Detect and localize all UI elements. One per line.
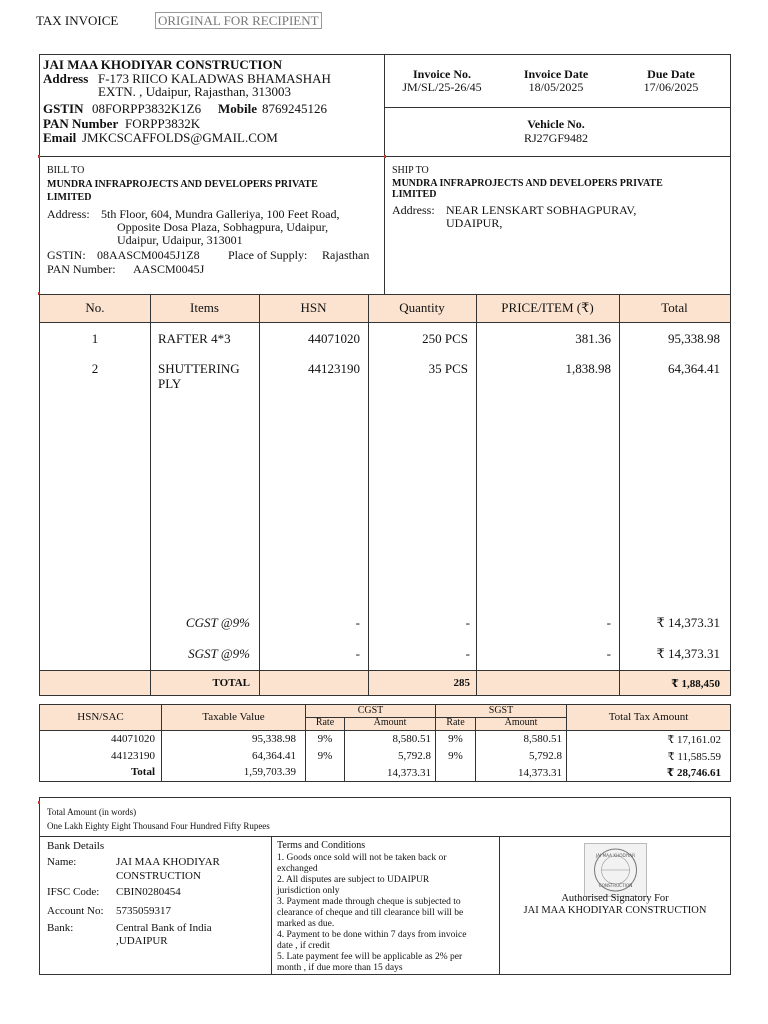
tax-row-cgst-amount: 8,580.51 [392,733,431,745]
terms-line: 4. Payment to be done within 7 days from invoice [277,930,467,940]
vehicle-label: Vehicle No. [527,117,585,131]
col-price: PRICE/ITEM (₹) [501,300,594,315]
seller-gstin-label: GSTIN [43,101,84,116]
ship-to-address-line2: UDAIPUR, [446,216,503,230]
item-name-cont: PLY [158,376,182,391]
col-hsn: HSN [300,300,327,315]
terms-line: exchanged [277,864,318,874]
vehicle-no: RJ27GF9482 [523,131,588,145]
seller-name: JAI MAA KHODIYAR CONSTRUCTION [43,57,282,72]
bill-to-address-label: Address: [47,207,90,221]
document-title: TAX INVOICE [36,13,119,28]
terms-line: month , if due more than 15 days [277,963,403,973]
terms-title: Terms and Conditions [277,840,366,851]
item-name: SHUTTERING [158,361,240,376]
tax-row-cgst-amount: 5,792.8 [398,750,431,762]
seller-address-line1: F-173 RIICO KALADWAS BHAMASHAH [98,71,331,86]
bank-ifsc-label: IFSC Code: [47,886,100,898]
ship-to-name-line2: LIMITED [392,189,437,200]
terms-line: jurisdiction only [277,886,340,896]
bill-to-name-line2: LIMITED [47,192,92,203]
invoice-date: 18/05/2025 [528,80,584,94]
tax-col-hsn: HSN/SAC [77,711,124,723]
copy-badge: ORIGINAL FOR RECIPIENT [155,12,322,29]
item-price: 1,838.98 [565,361,611,376]
bill-to-name-line1: MUNDRA INFRAPROJECTS AND DEVELOPERS PRIVATE [47,179,318,190]
tax-row-hsn: 44071020 [111,733,155,745]
item-qty: 35 PCS [428,361,468,376]
item-qty: 250 PCS [422,331,468,346]
terms-line: 5. Late payment fee will be applicable as 2% per [277,952,463,962]
bank-account-label: Account No: [47,905,104,917]
seal-icon [585,844,646,896]
bank-account-name-line2: CONSTRUCTION [116,870,201,882]
amount-words-value: One Lakh Eighty Eight Thousand Four Hundred Fifty Rupees [47,821,270,831]
cgst-qty: - [465,615,470,630]
tax-row-sgst-rate: 9% [448,750,463,762]
grand-total: ₹ 1,88,450 [671,678,720,690]
bill-to-pan: AASCM0045J [133,262,205,276]
col-total: Total [661,300,688,315]
tax-total-sgst: 14,373.31 [518,767,562,779]
bill-to-pan-label: PAN Number: [47,262,116,276]
seal-text-bottom: CONSTRUCTION [598,883,633,888]
tax-total-taxable: 1,59,703.39 [243,766,296,778]
tax-col-sgst-amount: Amount [504,717,538,728]
cgst-hsn: - [355,615,360,630]
items-table [39,294,731,696]
sgst-label: SGST @9% [188,646,250,661]
tax-row-sgst-rate: 9% [448,733,463,745]
bill-to-address-line1: 5th Floor, 604, Mundra Galleriya, 100 Feet Road, [101,207,340,221]
amount-words-label: Total Amount (in words) [47,807,137,817]
terms-line: 1. Goods once sold will not be taken back or [277,853,447,863]
seller-mobile: 8769245126 [262,101,327,116]
bill-to-label: BILL TO [47,165,85,176]
terms-line: marked as due. [277,919,335,929]
bank-account-name-line1: JAI MAA KHODIYAR [116,856,220,868]
terms-line: 3. Payment made through cheque is subjected to [277,897,461,907]
tax-row-cgst-rate: 9% [317,733,333,745]
item-hsn: 44071020 [308,331,360,346]
seller-pan-label: PAN Number [43,116,119,131]
ship-to-address-label: Address: [392,203,435,217]
ship-to-name-line1: MUNDRA INFRAPROJECTS AND DEVELOPERS PRIVATE [392,178,663,189]
bank-label: Bank: [47,922,74,934]
tax-col-total: Total Tax Amount [608,711,689,723]
company-seal [584,843,647,897]
bank-name-line2: ,UDAIPUR [116,935,168,947]
seal-text-top: JAI MAA KHODIYAR [595,853,636,858]
tax-row-sgst-amount: 8,580.51 [523,733,562,745]
sgst-qty: - [465,646,470,661]
item-total: 64,364.41 [668,361,720,376]
invoice-no-label: Invoice No. [413,67,471,81]
due-date: 17/06/2025 [643,80,699,94]
col-no: No. [85,300,105,315]
tax-row-hsn: 44123190 [111,750,155,762]
tax-row-total: ₹ 11,585.59 [667,751,721,763]
tax-row-taxable: 95,338.98 [252,733,296,745]
signatory-line2: JAI MAA KHODIYAR CONSTRUCTION [523,905,707,916]
tax-total-cgst: 14,373.31 [387,767,431,779]
tax-col-sgst: SGST [488,705,514,716]
terms-line: date , if credit [277,941,330,951]
item-hsn: 44123190 [308,361,360,376]
bank-name-label: Name: [47,856,77,868]
item-no: 2 [91,361,99,376]
seller-mobile-label: Mobile [218,101,257,116]
seller-address-label: Address [43,71,89,86]
cgst-price: - [606,615,611,630]
invoice-date-label: Invoice Date [523,67,589,81]
tax-row-total: ₹ 17,161.02 [667,734,721,746]
ship-to-address-line1: NEAR LENSKART SOBHAGPURAV, [446,203,637,217]
seller-address-line2: EXTN. , Udaipur, Rajasthan, 313003 [98,84,292,99]
cgst-label: CGST @9% [185,615,250,630]
terms-line: clearance of cheque and till clearance bill will be [277,908,464,918]
tax-col-cgst-rate: Rate [315,717,335,728]
tax-total-label: Total [130,766,155,778]
total-label: TOTAL [212,677,250,689]
seller-email: JMKCSCAFFOLDS@GMAIL.COM [82,130,278,145]
tax-col-sgst-rate: Rate [446,717,465,728]
bill-to-address-line2: Opposite Dosa Plaza, Sobhagpura, Udaipur, [117,220,329,234]
sgst-total: ₹ 14,373.31 [656,646,720,661]
terms-line: 2. All disputes are subject to UDAIPUR [277,875,430,885]
sgst-hsn: - [355,646,360,661]
bank-title: Bank Details [47,840,105,852]
tax-col-cgst-amount: Amount [373,717,407,728]
bank-account: 5735059317 [116,905,171,917]
total-qty: 285 [453,677,470,689]
place-of-supply: Rajasthan [322,248,370,262]
tax-row-taxable: 64,364.41 [252,750,296,762]
item-price: 381.36 [575,331,611,346]
tax-row-cgst-rate: 9% [317,750,333,762]
seller-gstin: 08FORPP3832K1Z6 [92,101,202,116]
place-of-supply-label: Place of Supply: [228,248,308,262]
bank-ifsc: CBIN0280454 [116,886,181,898]
cgst-total: ₹ 14,373.31 [656,615,720,630]
col-quantity: Quantity [399,300,445,315]
bank-name-line1: Central Bank of India [116,922,212,934]
bill-to-gstin: 08AASCM0045J1Z8 [97,248,200,262]
item-no: 1 [91,331,99,346]
item-total: 95,338.98 [668,331,720,346]
bill-to-gstin-label: GSTIN: [47,248,86,262]
tax-col-taxable: Taxable Value [202,711,265,723]
tax-total-amount: ₹ 28,746.61 [666,767,721,779]
seller-pan: FORPP3832K [125,116,201,131]
tax-row-sgst-amount: 5,792.8 [529,750,562,762]
ship-to-label: SHIP TO [392,165,429,176]
tax-col-cgst: CGST [357,705,384,716]
bill-to-address-line3: Udaipur, Udaipur, 313001 [117,233,243,247]
seller-email-label: Email [43,130,77,145]
col-items: Items [190,300,219,315]
sgst-price: - [606,646,611,661]
due-date-label: Due Date [647,67,695,81]
signatory-line1: Authorised Signatory For [561,893,669,904]
item-name: RAFTER 4*3 [158,331,231,346]
invoice-no: JM/SL/25-26/45 [402,80,482,94]
